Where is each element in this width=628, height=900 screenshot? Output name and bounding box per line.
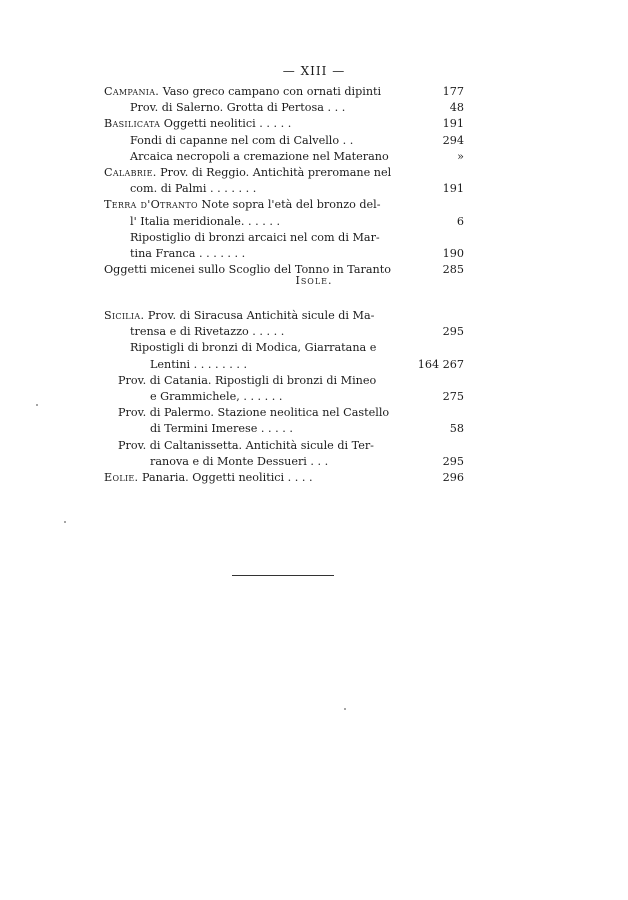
paper-speck [64, 521, 66, 523]
toc-entry-title: ranova e di Monte Dessueri . . . [150, 454, 329, 468]
toc-page-number: 295 [442, 454, 464, 468]
toc-region-label: Eolie. [104, 470, 139, 484]
toc-entry-title: Ripostiglio di bronzi arcaici nel com di Mar- [130, 230, 380, 244]
toc-entry-text [150, 421, 293, 437]
toc-entry-text [118, 438, 374, 454]
toc-entry [104, 454, 464, 470]
toc-entry [104, 230, 464, 246]
toc-entry-title: Prov. di Siracusa Antichità sicule di Ma- [144, 309, 375, 322]
toc-entry [104, 84, 464, 100]
toc-entry-text [104, 308, 374, 324]
toc-entry [104, 438, 464, 454]
toc-entry [104, 214, 464, 230]
toc-page-number: 275 [442, 389, 464, 403]
toc-entry [104, 421, 464, 437]
toc-entry-title: Ripostigli di bronzi di Modica, Giarratana e [130, 341, 377, 355]
toc-entry [104, 197, 464, 213]
toc-mainland [104, 84, 464, 278]
toc-entry [104, 133, 464, 149]
toc-entry-title: Lentini . . . . . . . . [150, 357, 248, 371]
paper-speck [344, 708, 346, 710]
toc-islands [104, 308, 464, 486]
page-number: — XIII — [282, 64, 346, 78]
toc-entry [104, 100, 464, 116]
toc-page-number: 295 [442, 325, 464, 339]
toc-entry-text [104, 197, 381, 213]
toc-entry-text [150, 454, 328, 470]
toc-page-number: 164 267 [417, 357, 464, 371]
toc-entry-title: Fondi di capanne nel com di Calvello . . [130, 133, 354, 147]
toc-entry-text [118, 405, 389, 421]
toc-entry [104, 165, 464, 181]
toc-entry-title: Arcaica necropoli a cremazione nel Materano [130, 149, 389, 163]
toc-page-number: 58 [449, 422, 464, 436]
toc-entry-text [104, 116, 291, 132]
toc-entry-title: l' Italia meridionale. . . . . . [130, 214, 280, 228]
toc-entry-text [130, 230, 380, 246]
toc-region-label: Calabrie. [104, 165, 157, 179]
toc-entry-text [130, 340, 376, 356]
toc-entry-title: Oggetti micenei sullo Scoglio del Tonno in Taranto [104, 263, 391, 277]
toc-entry-title: trensa e di Rivetazzo . . . . . [130, 325, 285, 339]
toc-entry [104, 149, 464, 165]
section-title-isole: Isole. [295, 274, 333, 287]
toc-entry-title: Panaria. Oggetti neolitici . . . . [138, 470, 313, 484]
toc-entry-text [118, 373, 376, 389]
closing-rule [232, 575, 334, 576]
toc-entry-title: Vaso greco campano con ornati dipinti [159, 85, 382, 98]
paper-speck [36, 404, 38, 406]
toc-entry-text [130, 149, 389, 165]
toc-page-number: » [457, 149, 464, 163]
toc-entry-text [150, 357, 247, 373]
toc-entry-text [104, 470, 313, 486]
toc-entry-title: Prov. di Salerno. Grotta di Pertosa . . . [130, 101, 346, 115]
toc-page-number: 6 [456, 214, 464, 228]
toc-page-number: 296 [442, 470, 464, 484]
toc-page-number: 191 [442, 182, 464, 196]
toc-entry-title: tina Franca . . . . . . . [130, 246, 246, 260]
toc-entry [104, 308, 464, 324]
toc-entry-title: Prov. di Caltanissetta. Antichità sicule di Ter- [118, 438, 374, 452]
toc-entry [104, 389, 464, 405]
toc-entry-text [130, 214, 280, 230]
toc-region-label: Campania. [104, 85, 160, 98]
toc-entry-title: Prov. di Catania. Ripostigli di bronzi di Mineo [118, 373, 377, 387]
toc-entry [104, 405, 464, 421]
toc-entry-text [150, 389, 282, 405]
toc-entry-title: com. di Palmi . . . . . . . [130, 182, 257, 196]
toc-entry [104, 470, 464, 486]
toc-region-label: Basilicata [104, 117, 161, 131]
toc-region-label: Terra d'Otranto [104, 198, 198, 212]
toc-entry-text [130, 133, 353, 149]
toc-entry-title: Oggetti neolitici . . . . . [160, 117, 292, 131]
toc-entry-title: di Termini Imerese . . . . . [150, 422, 293, 436]
toc-entry-title: e Grammichele, . . . . . . [150, 389, 283, 403]
toc-entry-title: Prov. di Reggio. Antichità preromane nel [156, 165, 392, 179]
toc-entry-title: Prov. di Palermo. Stazione neolitica nel Castello [118, 406, 390, 420]
toc-page-number: 48 [449, 101, 464, 115]
toc-page-number: 294 [442, 133, 464, 147]
toc-entry-text [130, 100, 345, 116]
toc-entry-text [104, 165, 391, 181]
toc-entry [104, 181, 464, 197]
toc-page-number: 190 [442, 246, 464, 260]
toc-page-number: 285 [442, 263, 464, 277]
toc-entry-title: Note sopra l'età del bronzo del- [197, 198, 381, 212]
toc-entry-text [130, 324, 284, 340]
toc-entry [104, 116, 464, 132]
toc-entry-text [130, 246, 245, 262]
toc-entry [104, 373, 464, 389]
toc-entry-text [104, 84, 381, 100]
toc-entry [104, 340, 464, 356]
toc-entry [104, 357, 464, 373]
toc-entry [104, 246, 464, 262]
toc-region-label: Sicilia. [104, 309, 145, 322]
toc-page-number: 177 [442, 85, 464, 98]
toc-page-number: 191 [442, 117, 464, 131]
toc-entry [104, 324, 464, 340]
toc-entry-text [130, 181, 256, 197]
